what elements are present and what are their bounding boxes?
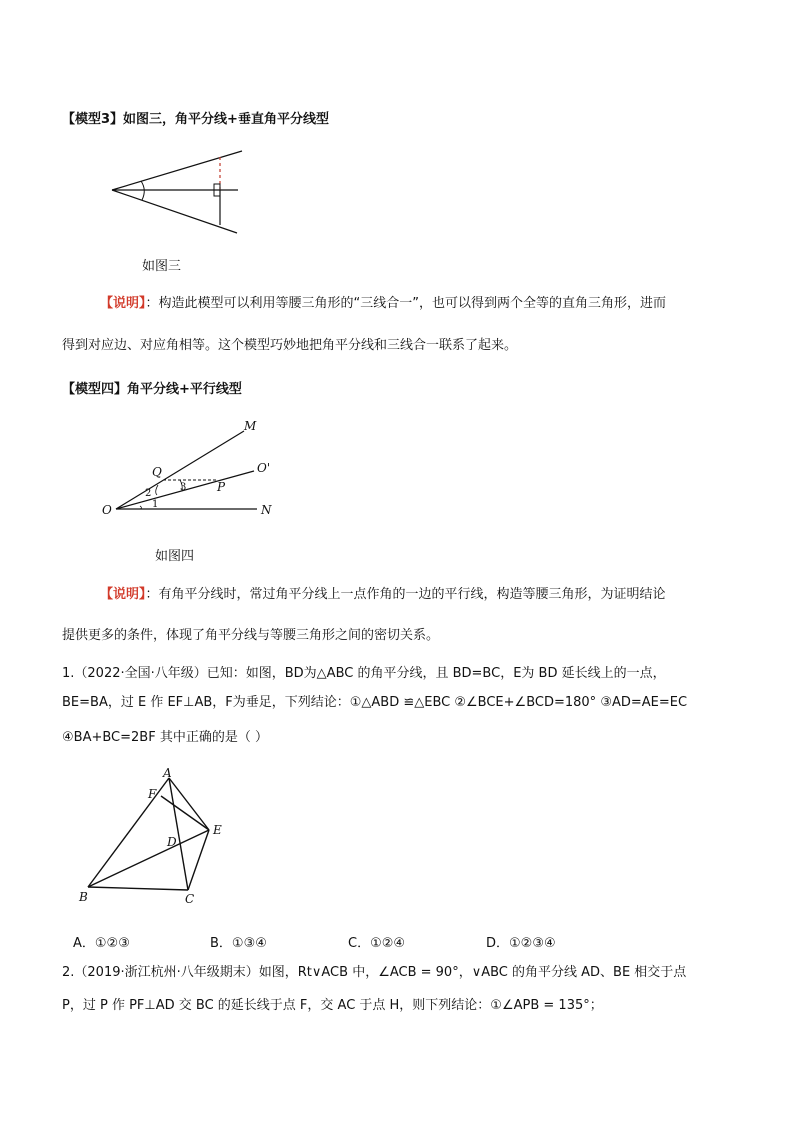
q1-label-a: A [163, 766, 172, 780]
q1-seg-ae [169, 778, 209, 830]
q1-label-c: C [185, 892, 195, 906]
q2-line1: 2.（2019·浙江杭州·八年级期末）如图，Rt∨ACB 中，∠ACB = 90°，∨ABC 的角平分线 AD、BE 相交于点 [62, 965, 687, 980]
model3-note-line1: 【说明】：构造此模型可以利用等腰三角形的“三线合一”，也可以得到两个全等的直角三角形，进而 [100, 296, 666, 311]
model3-heading: 【模型3】如图三，角平分线+垂直角平分线型 [62, 112, 329, 127]
q1-option-d[interactable]: D．①②③④ [486, 936, 556, 951]
q1-label-e: E [213, 823, 222, 837]
model4-label-q: Q [152, 465, 162, 479]
q2-line2: P，过 P 作 PF⊥AD 交 BC 的延长线于点 F，交 AC 于点 H，则下列结论：①∠APB = 135°； [62, 998, 603, 1013]
model4-angle-label-3: 3 [180, 482, 187, 493]
model4-ray-om [116, 431, 244, 509]
q1-seg-fe [161, 796, 209, 830]
model3-caption: 如图三 [142, 259, 182, 274]
q1-option-c[interactable]: C．①②④ [348, 936, 406, 951]
q1-figure [75, 768, 235, 908]
q1-line3: ④BA+BC=2BF 其中正确的是（ ） [62, 730, 268, 745]
model4-heading: 【模型四】角平分线+平行线型 [62, 382, 242, 397]
model4-angle2-arc [156, 485, 158, 495]
model4-caption: 如图四 [155, 549, 195, 564]
model4-label-m: M [244, 419, 257, 433]
model4-label-p: P [217, 480, 226, 494]
q1-label-d: D [167, 835, 177, 849]
q1-label-f: F [148, 787, 157, 801]
model4-note-line2: 提供更多的条件，体现了角平分线与等腰三角形之间的密切关系。 [62, 628, 440, 643]
model3-upper-ray [112, 151, 242, 190]
q1-line2: BE=BA，过 E 作 EF⊥AB，F为垂足，下列结论：①△ABD ≌△EBC ②∠BCE+∠BCD=180° ③AD=AE=EC [62, 695, 688, 710]
model4-figure [100, 415, 285, 525]
model3-note-label: 【说明】 [100, 296, 146, 311]
q1-seg-be [88, 830, 209, 887]
model4-note-line1: 【说明】：有角平分线时，常过角平分线上一点作角的一边的平行线，构造等腰三角形，为证明结论 [100, 587, 666, 602]
model4-angle-label-1: 1 [152, 499, 159, 510]
model4-angle-label-2: 2 [145, 488, 152, 499]
model4-label-o-prime: O' [257, 461, 271, 475]
q1-label-b: B [79, 890, 88, 904]
model4-label-o: O [102, 503, 112, 517]
q1-seg-bc [88, 887, 188, 890]
q1-option-b[interactable]: B．①③④ [210, 936, 267, 951]
model3-figure [105, 145, 255, 240]
q1-option-a[interactable]: A．①②③ [73, 936, 130, 951]
model4-note-label: 【说明】 [100, 587, 146, 602]
model3-note-line2: 得到对应边、对应角相等。这个模型巧妙地把角平分线和三线合一联系了起来。 [62, 338, 518, 353]
q1-line1: 1.（2022·全国·八年级）已知：如图，BD为△ABC 的角平分线，且 BD=BC，E为 BD 延长线上的一点， [62, 666, 666, 681]
q1-seg-ac [169, 778, 188, 890]
q1-seg-ab [88, 778, 169, 887]
model4-angle1-arc [140, 506, 142, 509]
model4-label-n: N [261, 503, 272, 517]
